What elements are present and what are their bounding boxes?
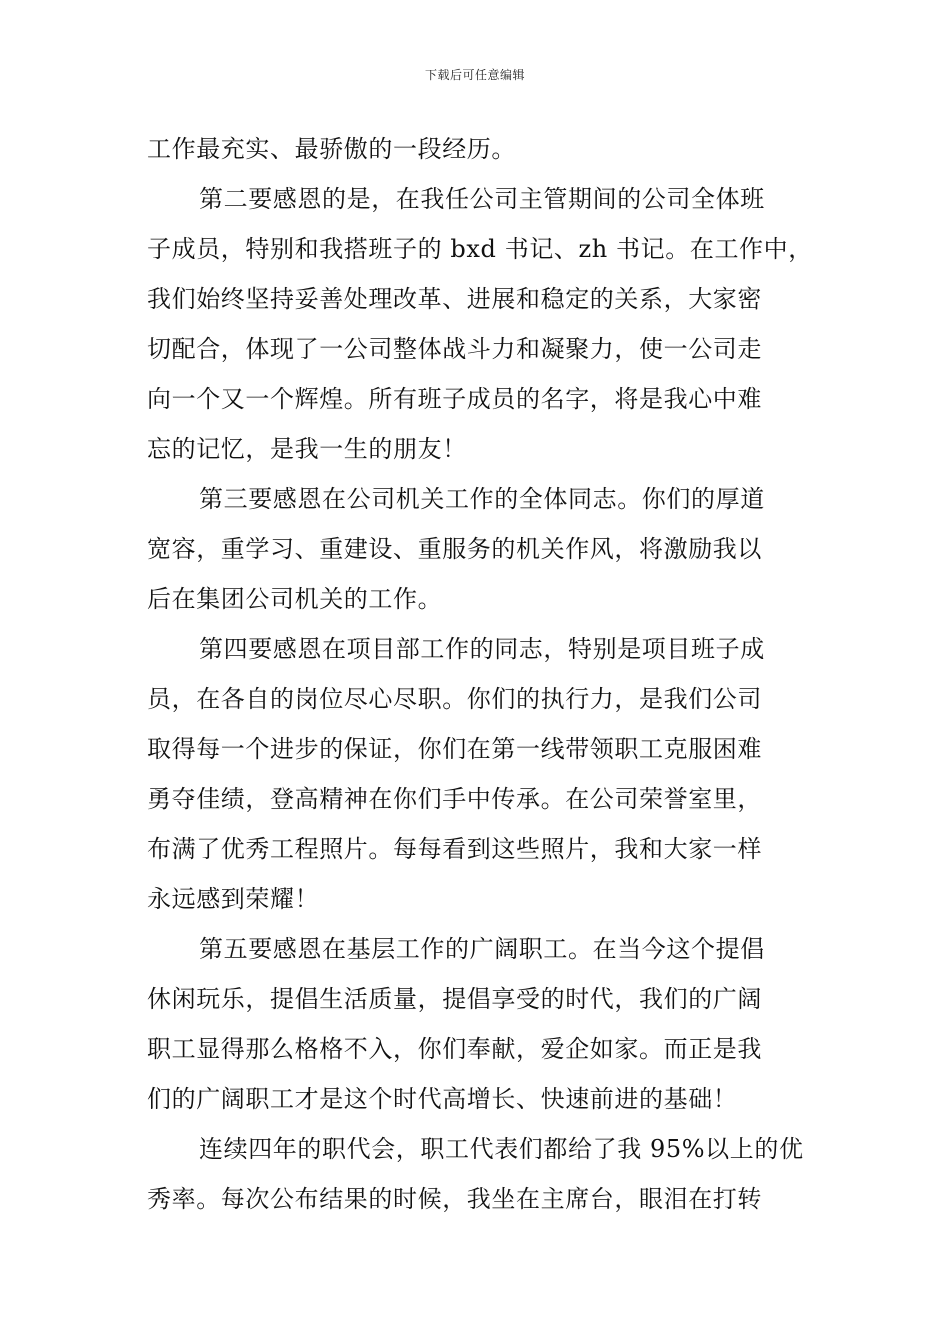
paragraph-start-line: 第五要感恩在基层工作的广阔职工。在当今这个提倡 <box>199 935 765 963</box>
text-line: 我们始终坚持妥善处理改革、进展和稳定的关系，大家密 <box>147 285 762 313</box>
text-line: 职工显得那么格格不入，你们奉献，爱企如家。而正是我 <box>147 1035 762 1063</box>
text-line: 休闲玩乐，提倡生活质量，提倡享受的时代，我们的广阔 <box>147 985 762 1013</box>
text-line: 们的广阔职工才是这个时代高增长、快速前进的基础！ <box>147 1085 738 1113</box>
text-line: 宽容，重学习、重建设、重服务的机关作风，将激励我以 <box>147 535 762 563</box>
paragraph-start-line: 第二要感恩的是，在我任公司主管期间的公司全体班 <box>199 185 765 213</box>
text-line: 忘的记忆，是我一生的朋友！ <box>147 435 467 463</box>
text-line: 勇夺佳绩，登高精神在你们手中传承。在公司荣誉室里， <box>147 785 762 813</box>
text-line: 员，在各自的岗位尽心尽职。你们的执行力，是我们公司 <box>147 685 762 713</box>
text-line: 取得每一个进步的保证，你们在第一线带领职工克服困难 <box>147 735 762 763</box>
paragraph-start-line: 第三要感恩在公司机关工作的全体同志。你们的厚道 <box>199 485 765 513</box>
text-line: 布满了优秀工程照片。每每看到这些照片，我和大家一样 <box>147 835 762 863</box>
paragraph-start-line: 第四要感恩在项目部工作的同志，特别是项目班子成 <box>199 635 765 663</box>
text-line: 后在集团公司机关的工作。 <box>147 585 443 613</box>
text-line: 永远感到荣耀！ <box>147 885 320 913</box>
text-line: 子成员，特别和我搭班子的 bxd 书记、zh 书记。在工作中， <box>147 235 813 263</box>
document-body <box>147 124 813 1224</box>
text-line: 工作最充实、最骄傲的一段经历。 <box>147 135 516 163</box>
text-line: 向一个又一个辉煌。所有班子成员的名字，将是我心中难 <box>147 385 762 413</box>
text-line: 秀率。每次公布结果的时候，我坐在主席台，眼泪在打转 <box>147 1185 762 1213</box>
page-header: 下载后可任意编辑 <box>424 68 525 82</box>
paragraph-start-line: 连续四年的职代会，职工代表们都给了我 95%以上的优 <box>199 1135 804 1163</box>
text-line: 切配合，体现了一公司整体战斗力和凝聚力，使一公司走 <box>147 335 762 363</box>
